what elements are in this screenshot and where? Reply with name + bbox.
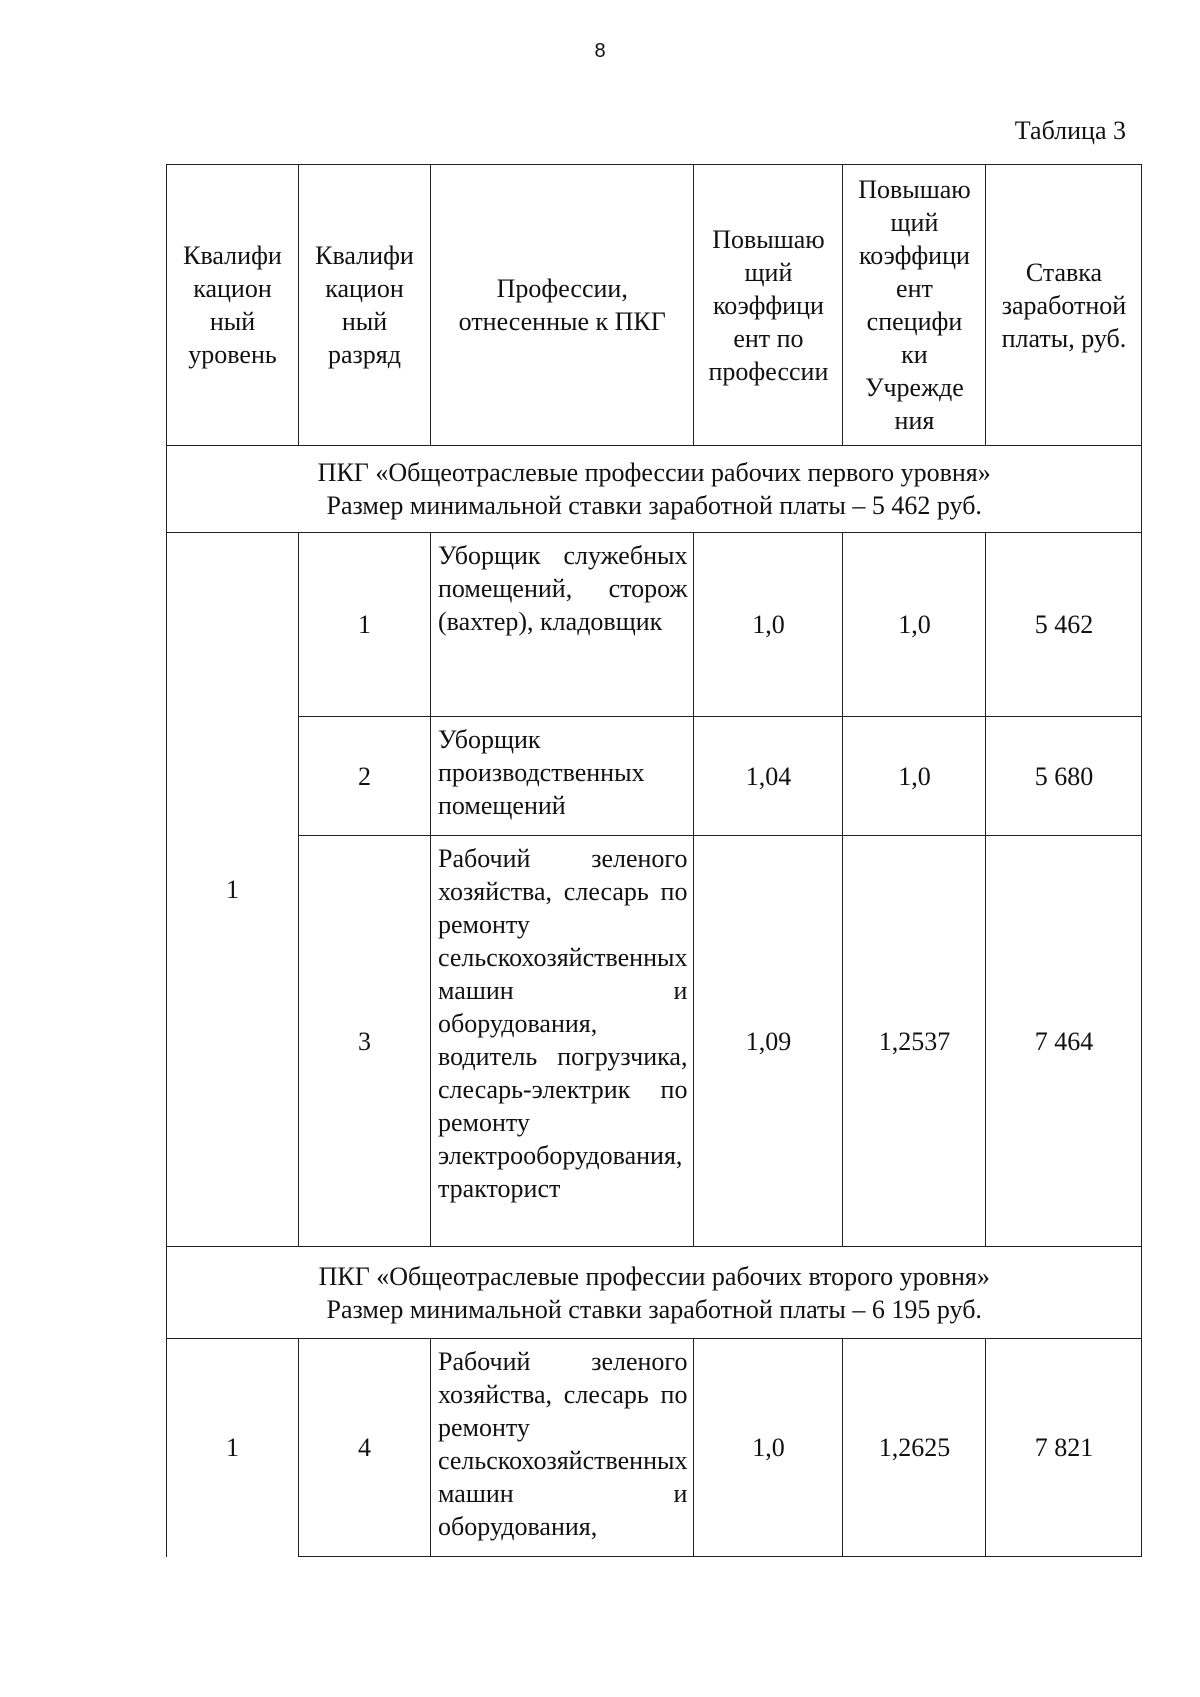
level-cell: 1 [167, 1339, 299, 1557]
table-row [167, 836, 1142, 1247]
group-header-cell [167, 1247, 1142, 1339]
header-row [167, 165, 1142, 446]
header-professions: Профессии, отнесенные к ПКГ [458, 274, 666, 336]
grade-cell: 1 [299, 533, 431, 717]
grade-cell: 2 [299, 717, 431, 836]
header-cell [986, 165, 1142, 446]
coef-specifics-cell: 1,2537 [843, 836, 986, 1247]
group-title: ПКГ «Общеотраслевые профессии рабочих второго уровня» [318, 1261, 990, 1291]
header-cell [694, 165, 843, 446]
group-subtitle: Размер минимальной ставки заработной платы – 5 462 руб. [326, 491, 982, 520]
header-coef-specifics: Повышаю щий коэффици ент специфи ки Учрежде ния [858, 175, 971, 435]
coef-profession-cell: 1,0 [694, 533, 843, 717]
page-number: 8 [594, 40, 606, 62]
coef-specifics-cell: 1,2625 [843, 1339, 986, 1557]
coef-profession-cell: 1,09 [694, 836, 843, 1247]
header-level: Квалифи кацион ный уровень [183, 241, 282, 369]
salary-table [166, 164, 1142, 1557]
grade-cell: 3 [299, 836, 431, 1247]
group-header-row [167, 446, 1142, 533]
rate-cell: 7 821 [986, 1339, 1142, 1557]
rate-cell: 7 464 [986, 836, 1142, 1247]
table-caption: Таблица 3 [1014, 116, 1126, 145]
profession-cell: Уборщик производственных помещений [431, 717, 694, 836]
coef-profession-cell: 1,0 [694, 1339, 843, 1557]
coef-specifics-cell: 1,0 [843, 533, 986, 717]
group-title: ПКГ «Общеотраслевые профессии рабочих первого уровня» [317, 458, 991, 487]
header-rate: Ставка заработной платы, руб. [1001, 257, 1127, 353]
profession-cell: Рабочий зеленого хозяйства, слесарь по ремонту сельскохозяйственных машин и оборудования, [431, 1339, 694, 1557]
rate-cell: 5 462 [986, 533, 1142, 717]
profession-cell: Уборщик служебных помещений, сторож (вахтер), кладовщик [431, 533, 694, 717]
coef-specifics-cell: 1,0 [843, 717, 986, 836]
header-cell [299, 165, 431, 446]
table-row [167, 717, 1142, 836]
header-cell [167, 165, 299, 446]
header-cell [431, 165, 694, 446]
group-header-cell [167, 446, 1142, 533]
table-row [167, 533, 1142, 717]
group-subtitle: Размер минимальной ставки заработной платы – 6 195 руб. [326, 1294, 982, 1324]
level-cell: 1 [167, 533, 299, 1247]
group-header-row [167, 1247, 1142, 1339]
grade-cell: 4 [299, 1339, 431, 1557]
header-coef-profession: Повышаю щий коэффици ент по профессии [708, 224, 829, 386]
header-cell [843, 165, 986, 446]
header-grade: Квалифи кацион ный разряд [315, 241, 414, 369]
coef-profession-cell: 1,04 [694, 717, 843, 836]
table-row [167, 1339, 1142, 1557]
rate-cell: 5 680 [986, 717, 1142, 836]
profession-cell: Рабочий зеленого хозяйства, слесарь по ремонту сельскохозяйственных машин и оборудования, водитель погрузчика, слесарь-электрик по ремонту электрооборудования, тракторист [431, 836, 694, 1247]
